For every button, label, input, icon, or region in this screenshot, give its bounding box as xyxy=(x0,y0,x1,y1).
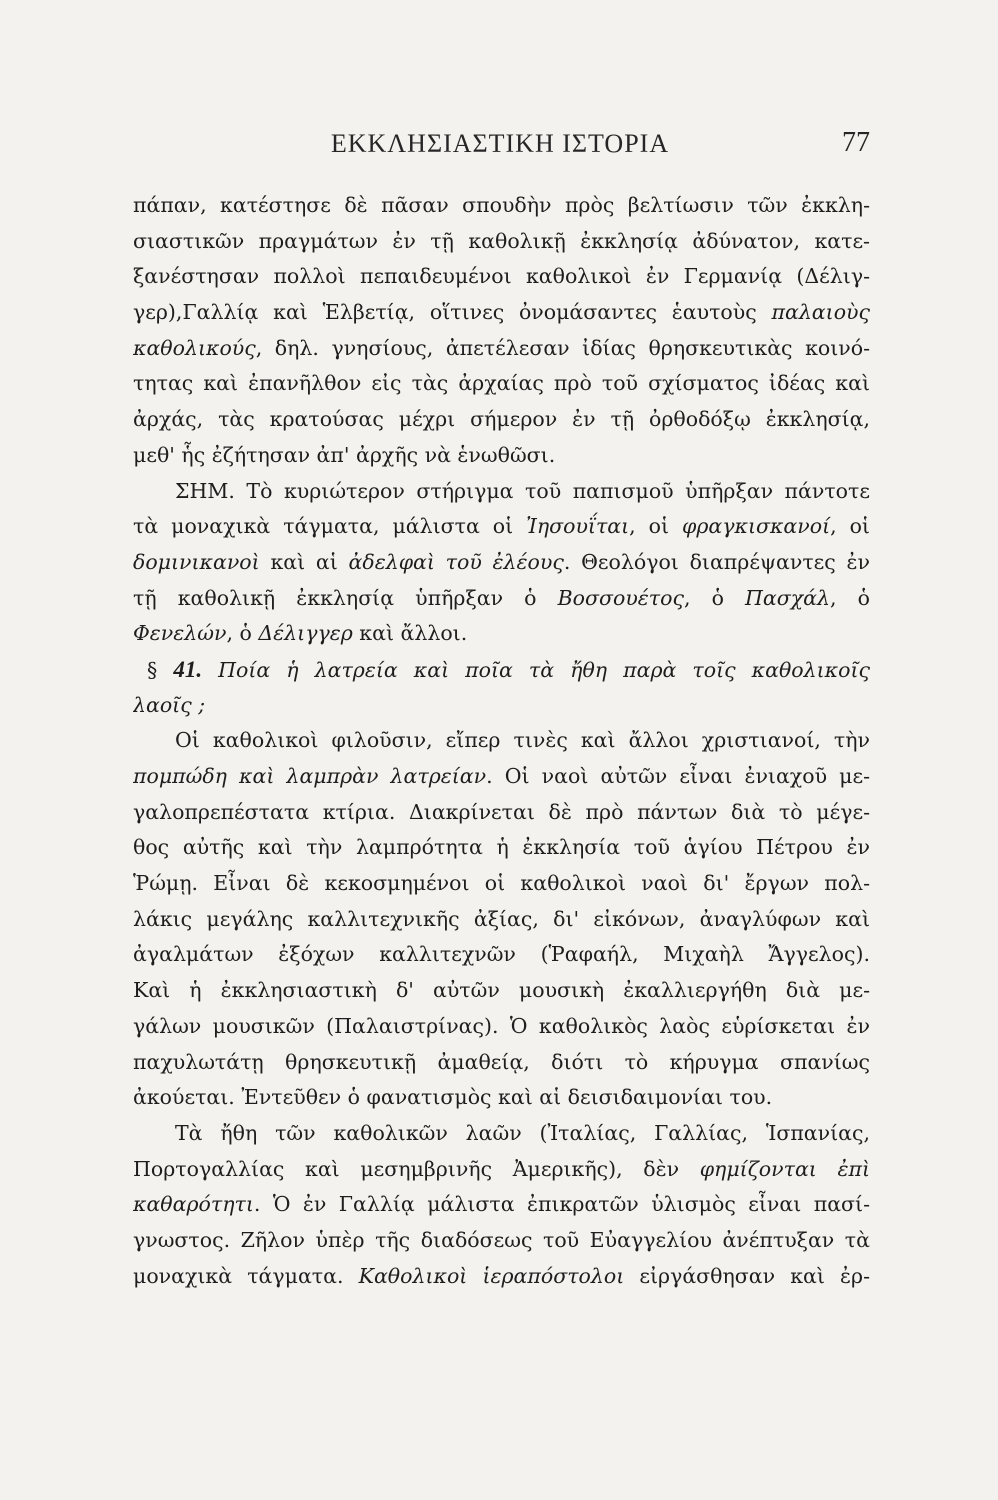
text-line: ἀρχάς, τὰς κρατούσας μέχρι σήμερον ἐν τῇ ὀρθοδόξῳ ἐκκλησίᾳ, xyxy=(133,407,870,432)
text-fragment: τῇ καθολικῇ ἐκκλησίᾳ ὑπῆρξαν ὁ xyxy=(133,585,537,610)
text-fragment: γερ),Γαλλίᾳ καὶ Ἑλβετίᾳ, οἵτινες ὀνομάσαντες ἑαυτοὺς xyxy=(133,300,757,325)
italic-term: Ἰησουΐται xyxy=(526,514,630,539)
section-question: Ποία ἡ λατρεία καὶ ποῖα τὰ ἤθη παρὰ τοῖς καθολικοῖς xyxy=(218,657,870,682)
italic-term: φραγκισκανοί xyxy=(682,514,831,539)
text-line: ἀγαλμάτων ἐξόχων καλλιτεχνῶν (Ῥαφαήλ, Μιχαὴλ Ἄγγελος). xyxy=(133,942,870,967)
text-fragment: εἰργάσθησαν καὶ ἐρ- xyxy=(639,1263,870,1288)
text-line: γαλοπρεπέστατα κτίρια. Διακρίνεται δὲ πρὸ πάντων διὰ τὸ μέγε- xyxy=(133,799,870,824)
italic-term: καθολικούς xyxy=(133,335,256,360)
note-line xyxy=(133,474,870,510)
section-number: 41. xyxy=(173,656,203,682)
italic-term: Πασχάλ xyxy=(745,585,831,610)
italic-term: δομινικανοὶ xyxy=(133,549,260,574)
italic-term: Φενελών xyxy=(133,621,227,646)
text-fragment: , οἱ xyxy=(830,514,870,539)
text-line: ἀκούεται. Ἐντεῦθεν ὁ φανατισμὸς καὶ αἱ δεισιδαιμονίαι του. xyxy=(133,1085,773,1110)
note-line xyxy=(133,581,870,617)
text-line: λάκις μεγάλης καλλιτεχνικῆς ἀξίας, δι' εἰκόνων, ἀναγλύφων καὶ xyxy=(133,906,870,931)
text-line: Καὶ ἡ ἐκκλησιαστικὴ δ' αὐτῶν μουσικὴ ἐκαλλιεργήθη διὰ με- xyxy=(133,978,870,1003)
italic-term: καθαρότητι xyxy=(133,1192,254,1217)
text-fragment: μοναχικὰ τάγματα. xyxy=(133,1263,344,1288)
text-line xyxy=(133,331,870,367)
italic-term: Καθολικοὶ ἱεραπόστολοι xyxy=(358,1263,625,1288)
page-number: 77 xyxy=(842,127,870,158)
text-line: γνωστος. Ζῆλον ὑπὲρ τῆς διαδόσεως τοῦ Εὐαγγελίου ἀνέπτυξαν τὰ xyxy=(133,1227,870,1252)
text-line xyxy=(133,295,870,331)
text-line: Τὰ ἤθη τῶν καθολικῶν λαῶν (Ἰταλίας, Γαλλίας, Ἱσπανίας, xyxy=(175,1120,870,1145)
text-line: τητας καὶ ἐπανῆλθον εἰς τὰς ἀρχαίας πρὸ τοῦ σχίσματος ἰδέας καὶ xyxy=(133,371,870,396)
running-title: ΕΚΚΛΗΣΙΑΣΤΙΚΗ ΙΣΤΟΡΙΑ xyxy=(330,129,670,158)
text-fragment: . Θεολόγοι διαπρέψαντες ἐν xyxy=(563,549,870,574)
italic-term: Δέλιγγερ xyxy=(258,621,353,646)
text-line xyxy=(133,1187,870,1223)
text-fragment: Τὸ κυριώτερον στήριγμα τοῦ παπισμοῦ ὑπῆρξαν πάντοτε xyxy=(246,478,870,503)
text-line: σιαστικῶν πραγμάτων ἐν τῇ καθολικῇ ἐκκλησίᾳ ἀδύνατον, κατε- xyxy=(133,228,870,253)
text-fragment: , οἱ xyxy=(629,514,670,539)
text-line: ξανέστησαν πολλοὶ πεπαιδευμένοι καθολικοὶ ἐν Γερμανίᾳ (Δέλιγ- xyxy=(133,264,870,289)
note-line xyxy=(133,509,870,545)
section-question: λαοῖς ; xyxy=(133,692,206,717)
section-symbol: § xyxy=(147,657,158,682)
text-line: πάπαν, κατέστησε δὲ πᾶσαν σπουδὴν πρὸς βελτίωσιν τῶν ἐκκλη- xyxy=(133,193,870,217)
note-line xyxy=(133,616,870,652)
text-fragment: , ὁ xyxy=(683,585,724,610)
text-line xyxy=(133,1152,870,1188)
running-head xyxy=(130,125,870,165)
text-fragment: καὶ αἱ xyxy=(270,549,338,574)
text-fragment: , ὁ xyxy=(226,621,252,646)
text-line: Ῥώμῃ. Εἶναι δὲ κεκοσμημένοι οἱ καθολικοὶ ναοὶ δι' ἔργων πολ- xyxy=(133,871,870,896)
text-fragment: καὶ ἄλλοι. xyxy=(359,621,468,646)
note-label: ΣΗΜ. xyxy=(175,478,235,503)
italic-term: ἀδελφαὶ τοῦ ἐλέους xyxy=(348,549,564,574)
text-fragment: . Ὁ ἐν Γαλλίᾳ μάλιστα ἐπικρατῶν ὑλισμὸς εἶναι πασί- xyxy=(253,1192,870,1217)
section-heading xyxy=(133,652,870,688)
text-line xyxy=(133,1259,870,1295)
italic-term: Βοσσουέτος xyxy=(557,585,684,610)
text-line: παχυλωτάτῃ θρησκευτικῇ ἀμαθείᾳ, διότι τὸ κήρυγμα σπανίως xyxy=(133,1049,870,1074)
section-heading-cont xyxy=(133,688,870,724)
text-body xyxy=(133,188,870,1294)
italic-term: παλαιοὺς xyxy=(771,300,870,325)
text-line: μεθ' ἧς ἐζήτησαν ἀπ' ἀρχῆς νὰ ἑνωθῶσι. xyxy=(133,442,556,467)
text-line: Οἱ καθολικοὶ φιλοῦσιν, εἴπερ τινὲς καὶ ἄλλοι χριστιανοί, τὴν xyxy=(175,728,870,753)
italic-term: πομπώδη καὶ λαμπρὰν λατρείαν xyxy=(133,764,487,788)
text-fragment: τὰ μοναχικὰ τάγματα, μάλιστα οἱ xyxy=(133,514,514,539)
text-line xyxy=(133,759,870,795)
text-fragment: Πορτογαλλίας καὶ μεσημβρινῆς Ἀμερικῆς), δὲν xyxy=(133,1156,680,1181)
text-fragment: . Οἱ ναοὶ αὐτῶν εἶναι ἐνιαχοῦ με- xyxy=(486,764,870,788)
text-fragment: , ὁ xyxy=(830,585,870,610)
text-line: θος αὐτῆς καὶ τὴν λαμπρότητα ἡ ἐκκλησία τοῦ ἁγίου Πέτρου ἐν xyxy=(133,835,870,860)
note-line xyxy=(133,545,870,581)
text-line: γάλων μουσικῶν (Παλαιστρίνας). Ὁ καθολικὸς λαὸς εὑρίσκεται ἐν xyxy=(133,1013,870,1038)
italic-term: φημίζονται ἐπὶ xyxy=(699,1156,870,1181)
text-fragment: , δηλ. γνησίους, ἀπετέλεσαν ἰδίας θρησκευτικὰς κοινό- xyxy=(255,335,870,360)
